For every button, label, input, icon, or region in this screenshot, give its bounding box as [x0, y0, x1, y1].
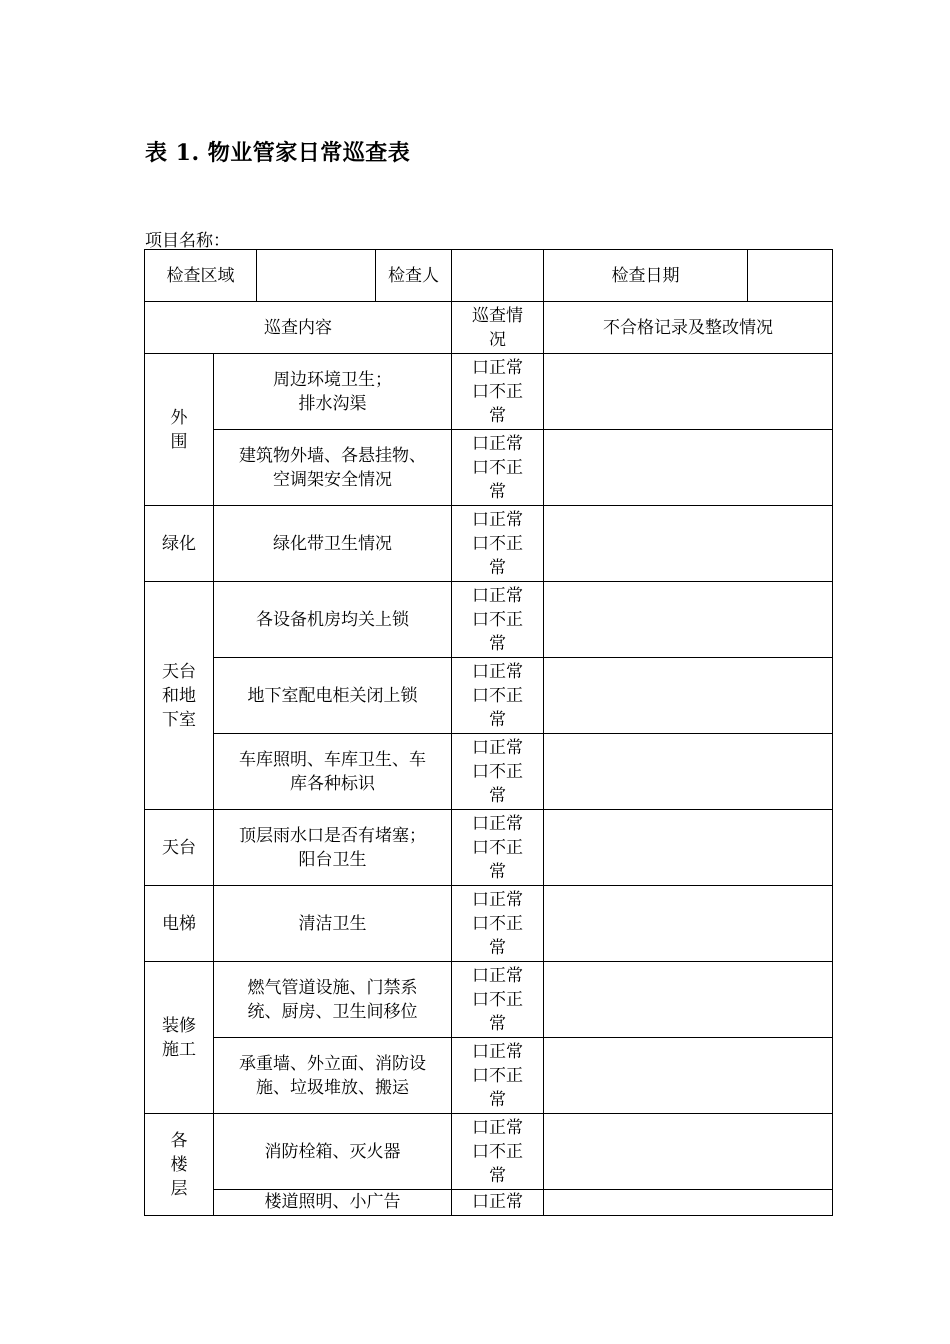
record-header: 不合格记录及整改情况: [544, 302, 833, 354]
status-options: [452, 962, 544, 1038]
category-label-line: 下室: [162, 709, 196, 730]
status-abnormal-checkbox[interactable]: 口不正: [472, 533, 523, 554]
category-cell: [145, 810, 214, 886]
inspection-item-line: 消防栓箱、灭火器: [264, 1141, 401, 1162]
record-cell[interactable]: [544, 1114, 833, 1190]
status-normal-checkbox[interactable]: 口正常: [472, 1192, 523, 1212]
record-cell[interactable]: [544, 1190, 833, 1216]
table-row: [145, 734, 833, 810]
status-abnormal-checkbox[interactable]: 口不正: [472, 913, 523, 934]
inspection-item: [214, 810, 452, 886]
inspection-item-line: 地下室配电柜关闭上锁: [247, 685, 418, 706]
inspection-item: [214, 430, 452, 506]
inspection-item: [214, 886, 452, 962]
category-label-line: 装修: [162, 1015, 196, 1036]
status-abnormal-label-line: 常: [489, 785, 506, 806]
category-cell: [145, 582, 214, 810]
status-abnormal-checkbox[interactable]: 口不正: [472, 1065, 523, 1086]
status-normal-checkbox[interactable]: 口正常: [472, 433, 523, 454]
page-title: 表 1. 物业管家日常巡查表: [145, 140, 411, 166]
status-options: [452, 1114, 544, 1190]
category-cell: [145, 886, 214, 962]
inspection-item: [214, 1114, 452, 1190]
status-abnormal-label-line: 常: [489, 481, 506, 502]
inspection-item: [214, 734, 452, 810]
status-header: [452, 302, 544, 354]
status-options: [452, 1038, 544, 1114]
record-cell[interactable]: [544, 582, 833, 658]
record-cell[interactable]: [544, 430, 833, 506]
inspection-item-line: 清洁卫生: [298, 913, 367, 934]
inspection-item-line: 施、垃圾堆放、搬运: [256, 1077, 409, 1098]
table-row: [145, 658, 833, 734]
status-abnormal-checkbox[interactable]: 口不正: [472, 1141, 523, 1162]
status-options: [452, 354, 544, 430]
inspection-table: [144, 249, 833, 1216]
status-normal-checkbox[interactable]: 口正常: [472, 965, 523, 986]
status-abnormal-checkbox[interactable]: 口不正: [472, 609, 523, 630]
status-normal-checkbox[interactable]: 口正常: [472, 661, 523, 682]
header-row: [145, 250, 833, 302]
record-cell[interactable]: [544, 962, 833, 1038]
status-options: [452, 506, 544, 582]
status-abnormal-label-line: 常: [489, 861, 506, 882]
status-normal-checkbox[interactable]: 口正常: [472, 509, 523, 530]
status-abnormal-label-line: 常: [489, 1165, 506, 1186]
inspection-item: [214, 1038, 452, 1114]
status-options: [452, 658, 544, 734]
status-abnormal-checkbox[interactable]: 口不正: [472, 837, 523, 858]
record-cell[interactable]: [544, 734, 833, 810]
inspection-item-line: 排水沟渠: [298, 393, 367, 414]
inspection-item-line: 燃气管道设施、门禁系: [247, 977, 418, 998]
status-options: [452, 886, 544, 962]
category-cell: [145, 354, 214, 506]
date-value-cell[interactable]: [748, 250, 833, 302]
inspector-value-cell[interactable]: [452, 250, 544, 302]
category-label-line: 绿化: [162, 533, 196, 554]
inspection-item-line: 建筑物外墙、各悬挂物、: [239, 445, 426, 466]
inspection-item: [214, 962, 452, 1038]
inspection-item-line: 空调架安全情况: [273, 469, 392, 490]
status-abnormal-checkbox[interactable]: 口不正: [472, 381, 523, 402]
inspection-item-line: 顶层雨水口是否有堵塞；: [239, 825, 426, 846]
table-row: [145, 430, 833, 506]
status-abnormal-checkbox[interactable]: 口不正: [472, 457, 523, 478]
table-row: [145, 354, 833, 430]
category-label-line: 施工: [162, 1039, 196, 1060]
inspection-item: [214, 1190, 452, 1216]
table-row: [145, 1114, 833, 1190]
record-cell[interactable]: [544, 658, 833, 734]
record-cell[interactable]: [544, 354, 833, 430]
category-cell: [145, 506, 214, 582]
inspector-label: 检查人: [376, 250, 452, 302]
area-label: 检查区域: [145, 250, 257, 302]
status-options: [452, 1190, 544, 1216]
status-abnormal-label-line: 常: [489, 633, 506, 654]
inspection-item: [214, 506, 452, 582]
status-abnormal-checkbox[interactable]: 口不正: [472, 685, 523, 706]
status-abnormal-label-line: 常: [489, 1089, 506, 1110]
category-cell: [145, 1114, 214, 1216]
inspection-rows: [145, 354, 833, 1216]
record-cell[interactable]: [544, 886, 833, 962]
status-normal-checkbox[interactable]: 口正常: [472, 357, 523, 378]
status-options: [452, 810, 544, 886]
project-name-label: 项目名称：: [145, 231, 230, 251]
table-row: [145, 810, 833, 886]
status-header-line: 巡查情: [472, 305, 523, 326]
category-label-line: 层: [170, 1178, 188, 1199]
record-cell[interactable]: [544, 1038, 833, 1114]
inspection-item: [214, 354, 452, 430]
inspection-item-line: 阳台卫生: [298, 849, 367, 870]
status-abnormal-label-line: 常: [489, 405, 506, 426]
record-cell[interactable]: [544, 810, 833, 886]
category-label-line: 外: [170, 407, 188, 428]
inspection-item: [214, 658, 452, 734]
status-normal-checkbox[interactable]: 口正常: [472, 737, 523, 758]
category-cell: [145, 962, 214, 1114]
status-options: [452, 430, 544, 506]
category-label-line: 楼: [170, 1154, 188, 1175]
status-abnormal-label-line: 常: [489, 1013, 506, 1034]
inspection-item-line: 车库照明、车库卫生、车: [239, 749, 426, 770]
category-label-line: 天台: [162, 661, 196, 682]
status-abnormal-checkbox[interactable]: 口不正: [472, 989, 523, 1010]
status-abnormal-label-line: 常: [489, 557, 506, 578]
status-options: [452, 582, 544, 658]
inspection-item: [214, 582, 452, 658]
table-row: [145, 506, 833, 582]
status-normal-checkbox[interactable]: 口正常: [472, 889, 523, 910]
table-row: [145, 1038, 833, 1114]
status-options: [452, 734, 544, 810]
status-header-line: 况: [489, 329, 506, 350]
inspection-item-line: 楼道照明、小广告: [264, 1192, 401, 1212]
table-row: [145, 962, 833, 1038]
status-abnormal-label-line: 常: [489, 937, 506, 958]
category-label-line: 天台: [162, 837, 196, 858]
category-label-line: 各: [170, 1130, 188, 1151]
status-abnormal-label-line: 常: [489, 709, 506, 730]
category-label-line: 电梯: [162, 913, 196, 934]
status-normal-checkbox[interactable]: 口正常: [472, 813, 523, 834]
area-value-cell[interactable]: [257, 250, 376, 302]
inspection-item-line: 周边环境卫生；: [273, 369, 392, 390]
inspection-item-line: 库各种标识: [290, 773, 375, 794]
status-normal-checkbox[interactable]: 口正常: [472, 1041, 523, 1062]
status-abnormal-checkbox[interactable]: 口不正: [472, 761, 523, 782]
table-row: [145, 886, 833, 962]
table-row: [145, 582, 833, 658]
inspection-item-line: 承重墙、外立面、消防设: [239, 1053, 426, 1074]
table-row: [145, 1190, 833, 1216]
status-normal-checkbox[interactable]: 口正常: [472, 585, 523, 606]
date-label: 检查日期: [544, 250, 748, 302]
category-label-line: 和地: [162, 685, 196, 706]
category-label-line: 围: [170, 431, 188, 452]
subheader-row: [145, 302, 833, 354]
inspection-item-line: 各设备机房均关上锁: [256, 609, 409, 630]
inspection-item-line: 绿化带卫生情况: [273, 533, 392, 554]
content-header: 巡查内容: [145, 302, 452, 354]
record-cell[interactable]: [544, 506, 833, 582]
inspection-item-line: 统、厨房、卫生间移位: [247, 1001, 418, 1022]
status-normal-checkbox[interactable]: 口正常: [472, 1117, 523, 1138]
